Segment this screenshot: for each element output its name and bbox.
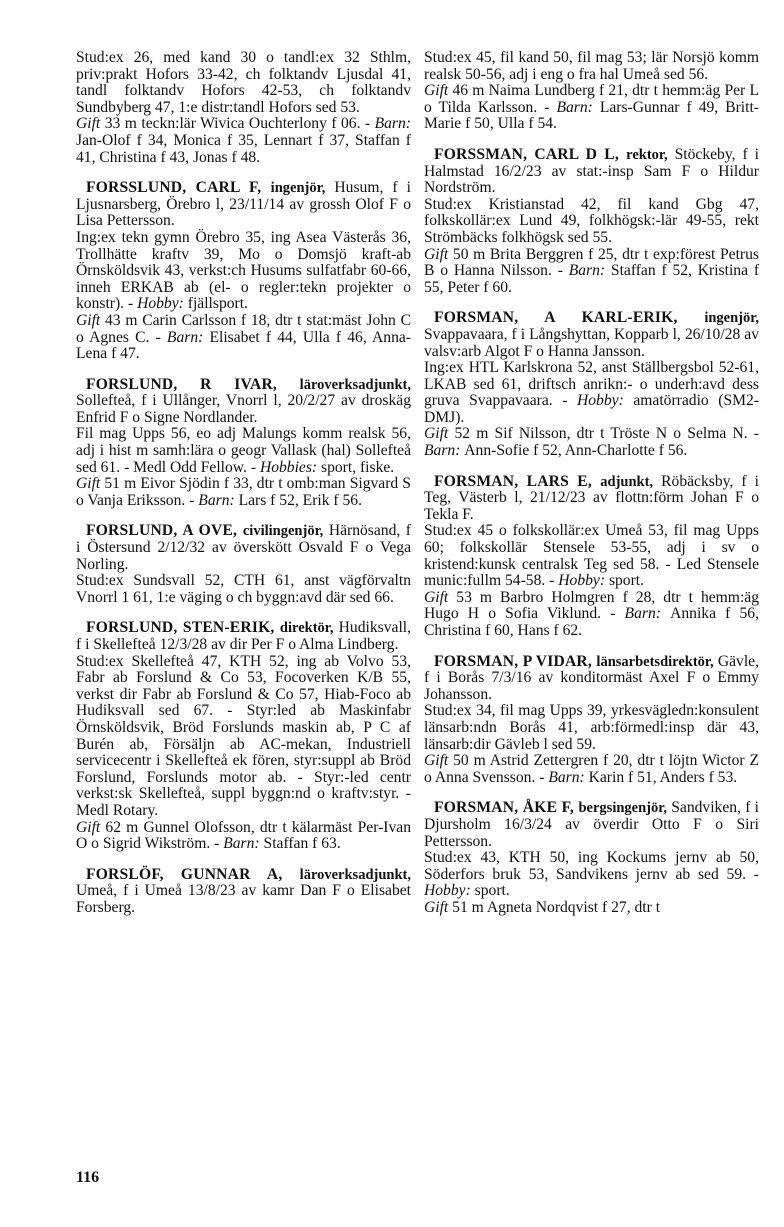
career-paragraph — [76, 426, 411, 476]
hobby-text: fjällsport. — [183, 295, 248, 313]
gift-label: Gift — [424, 245, 453, 263]
career-text: Ing:ex HTL Karlskrona 52, anst Ställbergsbol 52-61, LKAB sed 61, driftsch anrikn:- o underh:avd dess gruva Svappavaara. - — [424, 359, 759, 410]
biography-entry — [76, 867, 411, 917]
hobby-text: sport, fiske. — [317, 458, 395, 476]
entry-intro: Svappavaara, f i Långshyttan, Kopparb l, 26/10/28 av valsv:arb Algot F o Hanna Jansson. — [424, 325, 759, 360]
children-text: Staffan f 52, Kristina f 55, Peter f 60. — [424, 262, 760, 296]
gift-label: Gift — [76, 311, 105, 329]
entry-intro: Gävle, f i Borås 7/3/16 av konditormäst Axel F o Emmy Johansson. — [424, 652, 760, 703]
marriage-paragraph — [424, 900, 759, 917]
biography-entry — [76, 180, 411, 363]
entry-heading — [76, 620, 411, 653]
children-text: Elisabet f 44, Ulla f 46, Anna-Lena f 47. — [76, 328, 411, 363]
entry-heading — [424, 654, 759, 704]
children-label: Barn: — [424, 442, 465, 460]
marriage-paragraph — [424, 426, 759, 459]
entry-heading — [424, 310, 759, 360]
entry-intro: Umeå, f i Umeå 13/8/23 av kamr Dan F o Elisabet Forsberg. — [76, 882, 411, 916]
entry-heading — [424, 147, 759, 197]
right-column — [424, 50, 759, 931]
person-name: FORSLÖF, GUNNAR A, — [86, 865, 300, 883]
career-text: Stud:ex Kristianstad 42, fil kand Gbg 47, folkskollär:ex Lund 49, folkhögsk:-lär 49-55, rekt Strömbäcks folkhögsk sed 55. — [424, 195, 759, 246]
children-label: Barn: — [548, 768, 589, 786]
marriage-text: 50 m Brita Berggren f 25, dtr t exp:förest Petrus B o Hanna Nilsson. - — [424, 245, 759, 280]
hobby-text: sport. — [470, 882, 510, 900]
career-text: Stud:ex Skellefteå 47, KTH 52, ing ab Volvo 53, Fabr ab Forslund & Co 53, Focoverken K/B 55, verkst dir Fabr ab Forslund & Co 57, Hiab-Foco ab Hudiksvall sed 67. - Styr:led ab Maskinfabr Örnsköldsvik, Bröd Forslunds maskin ab, P C af Burén ab, Försäljn ab AC-mekan, Industriell servicecentr i Skellefteå ek fören, styr:suppl ab Bröd Forslund, Forslunds motor ab. - Styr:-led centr verkst:sk Skellefteå, suppl byggn:nd o kraftv:styr. - Medl Rotary. — [76, 652, 411, 819]
gift-label: Gift — [424, 82, 453, 100]
marriage-paragraph — [76, 313, 411, 363]
biography-entry — [424, 474, 759, 640]
biography-entry — [424, 800, 759, 916]
marriage-text: 51 m Agneta Nordqvist f 27, dtr t — [452, 898, 661, 916]
biography-entry — [424, 147, 759, 296]
gift-label: Gift — [424, 588, 457, 606]
entry-heading — [76, 377, 411, 427]
children-label: Barn: — [374, 115, 411, 133]
career-paragraph — [424, 197, 759, 247]
occupation-title: adjunkt, — [600, 473, 654, 490]
person-name: FORSLUND, STEN-ERIK, — [86, 619, 280, 637]
children-text: Lars-Gunnar f 49, Britt-Marie f 50, Ulla f 54. — [424, 98, 759, 133]
person-name: FORSMAN, P VIDAR, — [434, 652, 597, 670]
person-name: FORSMAN, LARS E, — [434, 472, 601, 490]
occupation-title: länsarbetsdirektör, — [596, 653, 714, 670]
career-paragraph — [424, 523, 759, 589]
career-paragraph — [76, 654, 411, 820]
occupation-title: läroverksadjunkt, — [299, 866, 411, 883]
entry-heading — [424, 474, 759, 524]
career-paragraph — [76, 50, 411, 116]
hobby-label: Hobby: — [137, 295, 184, 313]
biography-entry — [424, 310, 759, 459]
person-name: FORSLUND, A OVE, — [86, 522, 243, 540]
person-name: FORSSMAN, CARL D L, — [434, 145, 627, 163]
children-label: Barn: — [198, 491, 239, 509]
marriage-text: 50 m Astrid Zettergren f 20, dtr t löjtn Wictor Z o Anna Svensson. - — [424, 752, 759, 786]
occupation-title: ingenjör, — [270, 180, 326, 197]
biography-entry — [76, 50, 411, 166]
marriage-text: 33 m teckn:lär Wivica Ouchterlony f 06. - — [104, 115, 375, 133]
entry-intro: Sollefteå, f i Ullånger, Vnorrl l, 20/2/27 av droskäg Enfrid F o Signe Nordlander. — [76, 392, 411, 426]
hobby-label: Hobby: — [424, 882, 471, 900]
gift-label: Gift — [424, 425, 455, 443]
marriage-text: 51 m Eivor Sjödin f 33, dtr t omb:man Sigvard S o Vanja Eriksson. - — [76, 475, 411, 509]
occupation-title: läroverksadjunkt, — [299, 376, 411, 393]
hobby-label: Hobbies: — [259, 458, 318, 476]
marriage-paragraph — [424, 83, 759, 133]
career-text: Stud:ex 26, med kand 30 o tandl:ex 32 Sthlm, priv:prakt Hofors 33-42, ch folktandv Ljusdal 41, tandl folktandv Hofors 42-53, ch folktandv Sundbyberg 47, 1:e distr:tandl Hofors sed 53. — [76, 49, 411, 116]
children-label: Barn: — [624, 605, 671, 623]
entry-heading — [424, 800, 759, 850]
gift-label: Gift — [76, 115, 105, 133]
hobby-text: amatörradio (SM2-DMJ). — [424, 392, 759, 426]
page-number: 116 — [76, 1169, 100, 1186]
marriage-text: 62 m Gunnel Olofsson, dtr t kälarmäst Per-Ivan O o Sigrid Wikström. - — [76, 818, 411, 853]
marriage-paragraph — [424, 247, 759, 297]
entry-intro: Hudiksvall, f i Skellefteå 12/3/28 av dir Per F o Alma Lindberg. — [76, 619, 412, 653]
biography-entry — [76, 620, 411, 852]
career-paragraph — [424, 703, 759, 753]
entry-intro: Sandviken, f i Djursholm 16/3/24 av överdir Otto F o Siri Pettersson. — [424, 799, 759, 850]
career-paragraph — [424, 850, 759, 900]
biography-entry — [76, 523, 411, 606]
occupation-title: ingenjör, — [704, 310, 759, 327]
career-text: Stud:ex 45, fil kand 50, fil mag 53; lär Norsjö komm realsk 50-56, adj i eng o fra hal Umeå sed 56. — [424, 49, 759, 83]
entry-intro: Stöckeby, f i Halmstad 16/2/23 av stat:-insp Sam F o Hildur Nordström. — [424, 145, 759, 197]
children-text: Annika f 56, Christina f 60, Hans f 62. — [424, 605, 759, 639]
children-text: Karin f 51, Anders f 53. — [588, 768, 738, 786]
children-label: Barn: — [166, 328, 210, 346]
marriage-text: 46 m Naima Lundberg f 21, dtr t hemm:äg Per L o Tilda Karlsson. - — [424, 82, 759, 116]
career-paragraph — [76, 230, 411, 313]
marriage-paragraph — [76, 476, 411, 509]
career-text: Ing:ex tekn gymn Örebro 35, ing Asea Västerås 36, Trollhätte kraftv 39, Mo o Domsjö kraft-ab Örnsköldsvik 43, verkst:ch Husums sulfatfabr 60-66, inneh ERKAB ab (el- o regler:tekn projekter o konstr). - — [76, 228, 411, 313]
children-text: Ann-Sofie f 52, Ann-Charlotte f 56. — [464, 442, 688, 460]
hobby-label: Hobby: — [558, 572, 606, 590]
children-text: Jan-Olof f 34, Monica f 35, Lennart f 37, Staffan f 41, Christina f 43, Jonas f 48. — [76, 131, 411, 166]
children-text: Staffan f 63. — [263, 835, 341, 853]
gift-label: Gift — [76, 818, 106, 836]
entry-heading — [76, 523, 411, 573]
career-text: Stud:ex Sundsvall 52, CTH 61, anst vägförvaltn Vnorrl 1 61, 1:e väging o ch byggn:avd där sed 66. — [76, 572, 411, 606]
entry-heading — [76, 867, 411, 917]
marriage-paragraph — [424, 590, 759, 640]
career-text: Fil mag Upps 56, eo adj Malungs komm realsk 56, adj i hist m samh:lära o geogr Vallask (hal) Sollefteå sed 61. - Medl Odd Fellow. - — [76, 425, 411, 476]
biography-entry — [424, 654, 759, 787]
biography-entry — [76, 377, 411, 510]
career-text: Stud:ex 45 o folkskollär:ex Umeå 53, fil mag Upps 60; folkskollär Stensele 53-55, adj i sv o kristend:kunsk centralsk Teg sed 58. - Led Stensele munic:fullm 54-58. - — [424, 522, 759, 590]
person-name: FORSMAN, ÅKE F, — [434, 799, 579, 817]
biography-entry — [424, 50, 759, 133]
hobby-text: sport. — [605, 572, 645, 590]
children-label: Barn: — [556, 98, 600, 116]
person-name: FORSSLUND, CARL F, — [86, 179, 271, 197]
career-paragraph — [424, 50, 759, 83]
marriage-text: 52 m Sif Nilsson, dtr t Tröste N o Selma N. - — [454, 425, 759, 443]
gift-label: Gift — [424, 752, 454, 770]
entry-heading — [76, 180, 411, 230]
marriage-text: 43 m Carin Carlsson f 18, dtr t stat:mäst John C o Agnes C. - — [76, 311, 411, 346]
gift-label: Gift — [76, 475, 105, 493]
entry-intro: Röbäcksby, f i Teg, Västerb l, 21/12/23 av flottn:förm Johan F o Tekla F. — [424, 472, 760, 523]
children-label: Barn: — [568, 262, 611, 280]
occupation-title: bergsingenjör, — [578, 800, 667, 817]
entry-intro: Husum, f i Ljusnarsberg, Örebro l, 23/11/14 av grossh Olof F o Lisa Pettersson. — [76, 179, 412, 230]
entry-intro: Härnösand, f i Östersund 2/12/32 av överskött Osvald F o Vega Norling. — [76, 522, 411, 573]
occupation-title: civilingenjör, — [242, 523, 324, 540]
career-text: Stud:ex 34, fil mag Upps 39, yrkesvägledn:konsulent länsarb:ndn Borås 41, arb:förmedl:insp där 43, länsarb:dir Gävleb l sed 59. — [424, 702, 759, 753]
marriage-paragraph — [424, 753, 759, 786]
gift-label: Gift — [424, 898, 453, 916]
person-name: FORSLUND, R IVAR, — [86, 375, 300, 393]
children-label: Barn: — [223, 835, 264, 853]
career-paragraph — [76, 573, 411, 606]
person-name: FORSMAN, A KARL-ERIK, — [434, 309, 705, 327]
children-text: Lars f 52, Erik f 56. — [238, 491, 362, 509]
career-text: Stud:ex 43, KTH 50, ing Kockums jernv ab 50, Söderfors bruk 53, Sandvikens jernv ab sed 59. - — [424, 849, 759, 883]
marriage-text: 53 m Barbro Holmgren f 28, dtr t hemm:äg Hugo H o Sofia Viklund. - — [424, 588, 759, 623]
left-column — [76, 50, 411, 931]
occupation-title: direktör, — [279, 620, 334, 637]
marriage-paragraph — [76, 820, 411, 853]
hobby-label: Hobby: — [577, 392, 624, 410]
career-paragraph — [424, 360, 759, 426]
occupation-title: rektor, — [626, 146, 668, 163]
marriage-paragraph — [76, 116, 411, 166]
